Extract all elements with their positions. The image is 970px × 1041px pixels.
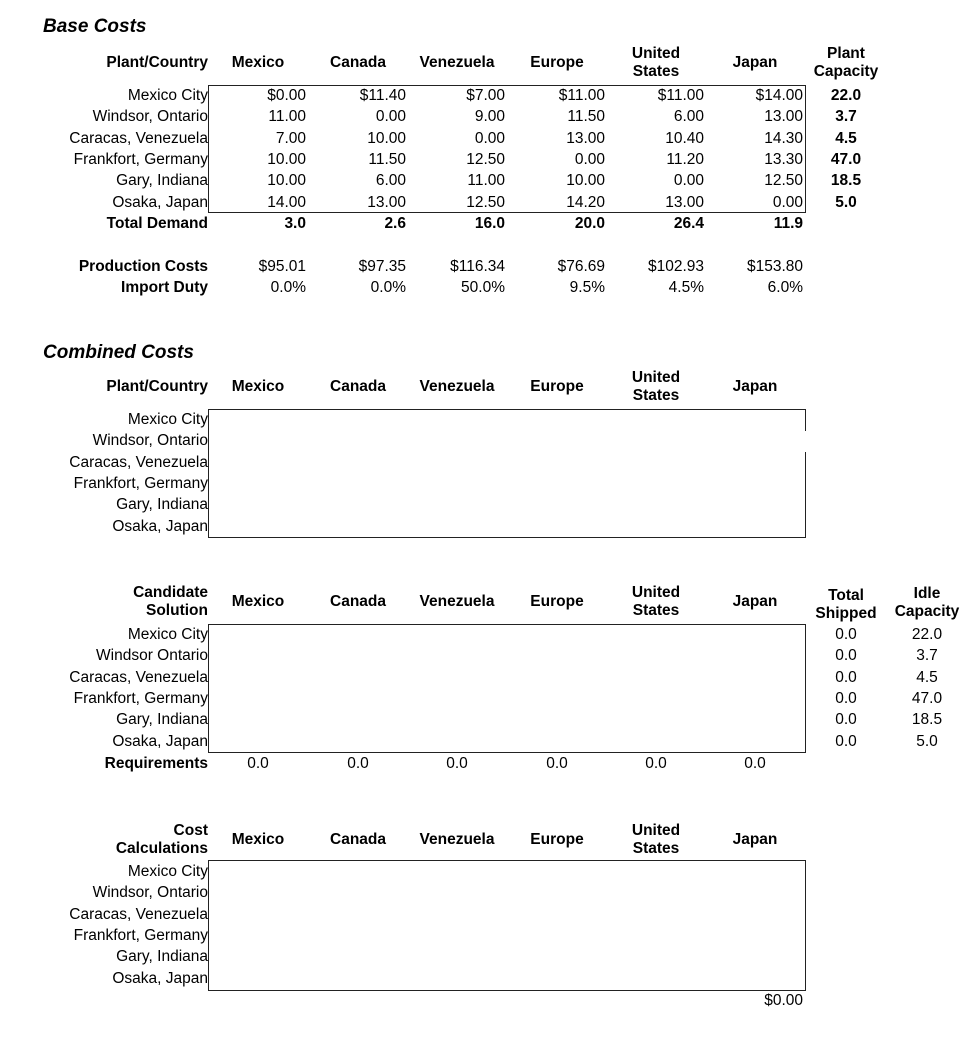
total-shipped-cell[interactable]: 0.0 — [835, 689, 857, 707]
cost-cell[interactable]: $7.00 — [466, 87, 505, 104]
column-header-line: Canada — [330, 831, 386, 848]
cost-cell[interactable]: 10.40 — [665, 129, 704, 147]
row-label-plant: Osaka, Japan — [112, 517, 208, 535]
idle-capacity-cell[interactable]: 5.0 — [916, 732, 938, 750]
cost-cell[interactable]: 9.00 — [474, 108, 505, 126]
row-label-plant: Windsor Ontario — [96, 647, 208, 665]
requirements-cell[interactable]: 0.0 — [744, 755, 766, 772]
production-cost-cell[interactable]: $95.01 — [258, 258, 306, 275]
column-header-line: Canada — [330, 593, 386, 610]
corner-label-line: Calculations — [115, 840, 208, 857]
production-cost-cell[interactable]: $116.34 — [450, 258, 505, 275]
cost-cell[interactable]: 11.50 — [567, 108, 605, 126]
row-label-plant: Caracas, Venezuela — [69, 905, 208, 923]
row-label-plant: Osaka, Japan — [112, 193, 208, 211]
total-demand-cell[interactable]: 16.0 — [474, 215, 505, 232]
row-label-plant: Frankfort, Germany — [73, 926, 208, 944]
cost-cell[interactable]: 10.00 — [367, 129, 406, 147]
combined-costs-grid[interactable] — [208, 409, 806, 538]
cost-cell[interactable]: 0.00 — [474, 129, 505, 147]
column-header-canada — [308, 378, 408, 396]
row-label-plant: Caracas, Venezuela — [69, 668, 208, 686]
total-demand-cell[interactable]: 20.0 — [574, 215, 605, 232]
column-header-line: Europe — [530, 831, 584, 848]
column-header-venezuela — [407, 378, 507, 396]
total-shipped-cell[interactable]: 0.0 — [835, 732, 857, 750]
cost-cell[interactable]: 14.20 — [566, 193, 605, 211]
column-header-united-states — [606, 584, 706, 620]
column-header-line: Canada — [330, 378, 386, 395]
total-demand-cell[interactable]: 26.4 — [673, 215, 704, 232]
column-header-line: Mexico — [231, 831, 285, 848]
column-header-united-states — [606, 822, 706, 858]
total-shipped-cell[interactable]: 0.0 — [835, 711, 857, 729]
requirements-cell[interactable]: 0.0 — [247, 755, 269, 772]
column-header-idle-capacity — [877, 585, 970, 621]
column-header-line: Europe — [530, 593, 584, 610]
cost-cell[interactable]: 6.00 — [673, 108, 704, 126]
column-header-line: States — [632, 63, 680, 80]
column-header-line: Mexico — [231, 54, 285, 71]
cost-cell[interactable]: 0.00 — [673, 172, 704, 190]
corner-label-line: Cost — [173, 822, 208, 839]
idle-capacity-cell[interactable]: 22.0 — [911, 626, 943, 643]
idle-capacity-cell[interactable]: 18.5 — [911, 711, 943, 729]
column-header-japan — [705, 593, 805, 611]
cost-cell[interactable]: 10.00 — [267, 172, 306, 190]
production-cost-cell[interactable]: $153.80 — [746, 258, 803, 275]
plant-capacity-cell[interactable]: 3.7 — [835, 108, 857, 126]
cost-cell[interactable]: 12.50 — [466, 150, 505, 168]
cost-cell[interactable]: 6.00 — [375, 172, 406, 190]
production-cost-cell[interactable]: $76.69 — [557, 258, 605, 275]
production-cost-cell[interactable]: $97.35 — [358, 258, 406, 275]
column-header-canada — [308, 831, 408, 849]
column-header-line: United — [631, 369, 681, 386]
import-duty-cell[interactable]: 0.0% — [270, 279, 306, 296]
row-label-plant: Caracas, Venezuela — [69, 129, 208, 147]
cost-cell[interactable]: $0.00 — [267, 87, 306, 104]
corner-label-cost-calculations — [8, 822, 208, 858]
requirements-cell[interactable]: 0.0 — [446, 755, 468, 772]
corner-label: Plant/Country — [106, 378, 208, 395]
plant-capacity-cell[interactable]: 4.5 — [835, 129, 857, 147]
import-duty-cell[interactable]: 9.5% — [569, 279, 605, 296]
column-header-line: Europe — [530, 378, 584, 395]
corner-label-line: Solution — [146, 602, 208, 619]
cost-cell[interactable]: 0.00 — [375, 108, 406, 126]
cost-cell[interactable]: 13.00 — [764, 108, 803, 126]
column-header-line: Total — [828, 587, 864, 604]
column-header-venezuela — [407, 54, 507, 72]
row-label-plant: Gary, Indiana — [116, 948, 208, 966]
cost-cell[interactable]: 14.00 — [267, 193, 306, 211]
column-header-mexico — [208, 593, 308, 611]
total-demand-cell[interactable]: 3.0 — [284, 215, 306, 232]
total-cost-cell[interactable]: $0.00 — [764, 992, 803, 1009]
cost-cell[interactable]: 13.00 — [566, 129, 605, 147]
border-gap — [803, 431, 808, 452]
row-label-plant: Caracas, Venezuela — [69, 453, 208, 471]
requirements-cell[interactable]: 0.0 — [546, 755, 568, 772]
production-cost-cell[interactable]: $102.93 — [647, 258, 704, 275]
total-shipped-cell[interactable]: 0.0 — [835, 668, 857, 686]
column-header-line: United — [631, 45, 681, 62]
row-label-plant: Mexico City — [127, 863, 208, 880]
total-demand-cell[interactable]: 2.6 — [384, 215, 406, 232]
column-header-line: Idle — [913, 585, 941, 602]
import-duty-cell[interactable]: 0.0% — [370, 279, 406, 296]
requirements-cell[interactable]: 0.0 — [645, 755, 667, 772]
column-header-venezuela — [407, 831, 507, 849]
total-shipped-cell[interactable]: 0.0 — [835, 647, 857, 665]
column-header-line: Capacity — [813, 63, 879, 80]
cost-cell[interactable]: 13.00 — [367, 193, 406, 211]
column-header-canada — [308, 54, 408, 72]
import-duty-cell[interactable]: 6.0% — [767, 279, 803, 296]
cost-cell[interactable]: 14.30 — [764, 129, 803, 147]
column-header-plant-capacity — [796, 45, 896, 81]
row-label-plant: Osaka, Japan — [112, 969, 208, 987]
column-header-europe — [507, 54, 607, 72]
column-header-line: Europe — [530, 54, 584, 71]
row-label-requirements: Requirements — [104, 755, 208, 772]
row-label-plant: Gary, Indiana — [116, 711, 208, 729]
row-label-plant: Windsor, Ontario — [92, 108, 208, 126]
cost-cell[interactable]: 7.00 — [275, 129, 306, 147]
row-label-plant: Mexico City — [127, 411, 208, 428]
plant-capacity-cell[interactable]: 22.0 — [830, 87, 862, 104]
column-header-europe — [507, 831, 607, 849]
cost-cell[interactable]: 13.30 — [764, 150, 803, 168]
idle-capacity-cell[interactable]: 4.5 — [916, 668, 938, 686]
column-header-line: Venezuela — [419, 593, 495, 610]
row-label-import-duty: Import Duty — [121, 279, 208, 296]
row-label-plant: Gary, Indiana — [116, 172, 208, 190]
row-label-plant: Windsor, Ontario — [92, 884, 208, 902]
column-header-line: Capacity — [894, 603, 960, 620]
cost-cell[interactable]: 11.00 — [268, 108, 306, 126]
plant-capacity-cell[interactable]: 5.0 — [835, 193, 857, 211]
column-header-united-states — [606, 45, 706, 81]
cost-cell[interactable]: 10.00 — [566, 172, 605, 190]
cost-cell[interactable]: 11.20 — [666, 150, 704, 168]
cost-cell[interactable]: 13.00 — [665, 193, 704, 211]
column-header-line: Mexico — [231, 378, 285, 395]
row-label-plant: Frankfort, Germany — [73, 150, 208, 168]
column-header-europe — [507, 593, 607, 611]
column-header-venezuela — [407, 593, 507, 611]
cost-cell[interactable]: $11.00 — [558, 87, 605, 104]
column-header-line: Japan — [732, 593, 778, 610]
row-label-plant: Osaka, Japan — [112, 732, 208, 750]
column-header-line: Shipped — [815, 605, 877, 622]
total-shipped-cell[interactable]: 0.0 — [835, 626, 857, 643]
cost-cell[interactable]: 12.50 — [764, 172, 803, 190]
requirements-cell[interactable]: 0.0 — [347, 755, 369, 772]
candidate-solution-grid[interactable] — [208, 624, 806, 753]
row-label-plant: Frankfort, Germany — [73, 689, 208, 707]
section-title-base-costs: Base Costs — [43, 16, 147, 37]
column-header-united-states — [606, 369, 706, 405]
column-header-europe — [507, 378, 607, 396]
column-header-line: Mexico — [231, 593, 285, 610]
idle-capacity-cell[interactable]: 3.7 — [916, 647, 938, 665]
column-header-line: Venezuela — [419, 831, 495, 848]
cost-cell[interactable]: $11.00 — [657, 87, 704, 104]
plant-capacity-cell[interactable]: 47.0 — [830, 150, 862, 168]
corner-label-candidate-solution — [8, 584, 208, 620]
column-header-japan — [705, 54, 805, 72]
column-header-japan — [705, 831, 805, 849]
row-label-plant: Windsor, Ontario — [92, 432, 208, 450]
cost-calculations-grid[interactable] — [208, 860, 806, 991]
row-label-plant: Mexico City — [127, 626, 208, 643]
total-demand-cell[interactable]: 11.9 — [773, 215, 803, 232]
cost-cell[interactable]: 0.00 — [574, 150, 605, 168]
cost-cell[interactable]: 0.00 — [772, 193, 803, 211]
column-header-line: States — [632, 840, 680, 857]
column-header-line: Japan — [732, 54, 778, 71]
row-label-plant: Frankfort, Germany — [73, 474, 208, 492]
row-label-plant: Gary, Indiana — [116, 496, 208, 514]
column-header-line: Venezuela — [419, 54, 495, 71]
cost-cell[interactable]: 10.00 — [267, 150, 306, 168]
corner-label: Plant/Country — [106, 54, 208, 71]
column-header-mexico — [208, 54, 308, 72]
column-header-line: Plant — [827, 45, 865, 62]
row-label-plant: Mexico City — [127, 87, 208, 104]
column-header-line: States — [632, 387, 680, 404]
cost-cell[interactable]: 11.00 — [467, 172, 505, 190]
corner-label-line: Candidate — [133, 584, 208, 601]
import-duty-cell[interactable]: 50.0% — [461, 279, 505, 296]
cost-cell[interactable]: $11.40 — [359, 87, 406, 104]
row-label-total-demand: Total Demand — [106, 215, 208, 232]
column-header-japan — [705, 378, 805, 396]
column-header-line: Canada — [330, 54, 386, 71]
column-header-line: States — [632, 602, 680, 619]
column-header-line: Japan — [732, 831, 778, 848]
cost-cell[interactable]: 11.50 — [368, 150, 406, 168]
import-duty-cell[interactable]: 4.5% — [668, 279, 704, 296]
column-header-mexico — [208, 831, 308, 849]
column-header-line: United — [631, 584, 681, 601]
row-label-production-costs: Production Costs — [78, 258, 208, 275]
column-header-line: United — [631, 822, 681, 839]
column-header-canada — [308, 593, 408, 611]
column-header-mexico — [208, 378, 308, 396]
cost-cell[interactable]: $14.00 — [755, 87, 803, 104]
idle-capacity-cell[interactable]: 47.0 — [911, 689, 943, 707]
column-header-line: Japan — [732, 378, 778, 395]
column-header-line: Venezuela — [419, 378, 495, 395]
cost-cell[interactable]: 12.50 — [466, 193, 505, 211]
section-title-combined-costs: Combined Costs — [43, 342, 194, 363]
plant-capacity-cell[interactable]: 18.5 — [830, 172, 862, 190]
